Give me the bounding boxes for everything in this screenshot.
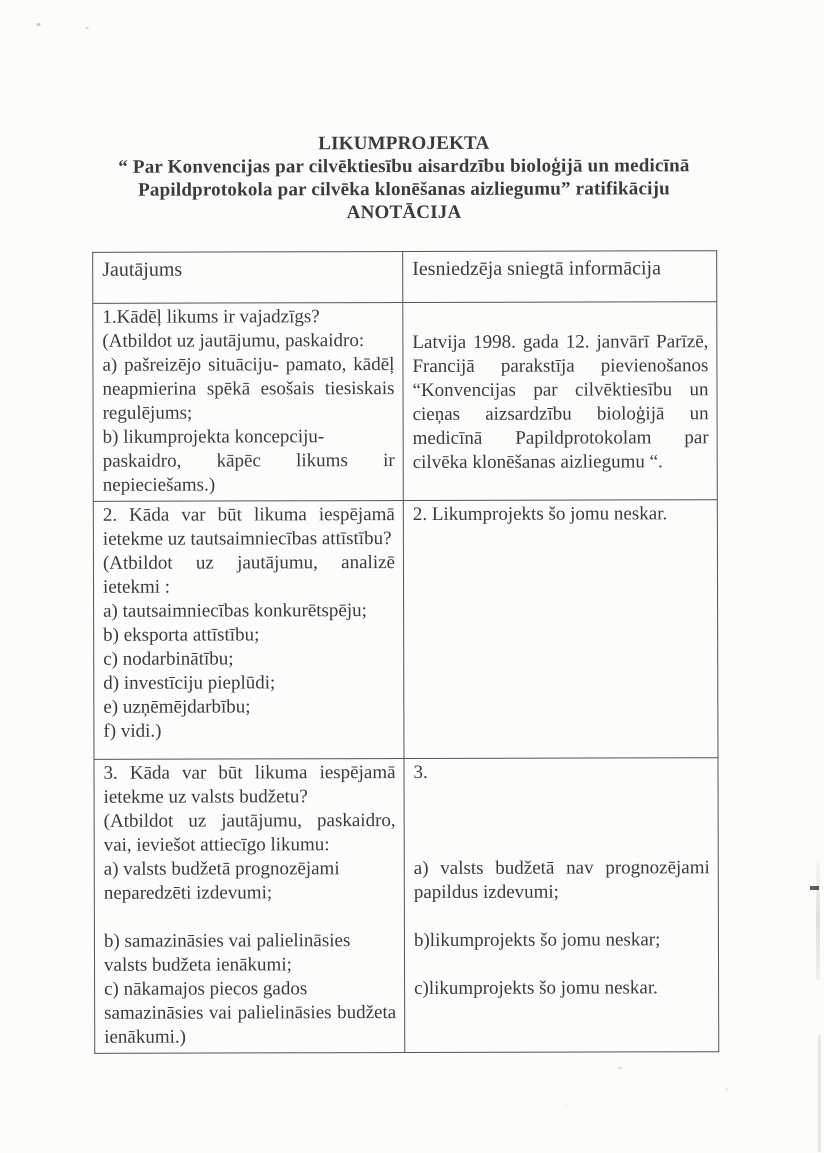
question-paragraph: b) likumprojekta koncepciju- bbox=[102, 426, 325, 448]
answer-cell-2 bbox=[403, 500, 718, 759]
table-header-row bbox=[93, 251, 717, 304]
answer-paragraph: b)likumprojekts šo jomu neskar; bbox=[413, 929, 661, 951]
question-list-item: f) vidi.) bbox=[103, 720, 162, 742]
question-paragraph: c) nākamajos piecos gados bbox=[104, 978, 308, 1000]
question-paragraph: paskaidro, kāpēc likums ir nepieciešams.) bbox=[102, 450, 395, 496]
answer-paragraph: 3. bbox=[413, 761, 428, 783]
question-paragraph: (Atbildot uz jautājumu, paskaidro: bbox=[102, 330, 365, 352]
annotation-table bbox=[92, 250, 719, 1054]
scan-edge-smudge bbox=[816, 860, 820, 980]
scan-edge-strip bbox=[818, 1035, 821, 1152]
question-cell-2 bbox=[93, 501, 404, 760]
title-line-4: ANOTĀCIJA bbox=[346, 201, 462, 224]
scan-speck bbox=[725, 1088, 728, 1091]
question-list-item: c) nodarbinātību; bbox=[103, 648, 234, 670]
question-list-item: b) eksporta attīstību; bbox=[103, 624, 260, 646]
question-cell-1 bbox=[93, 303, 404, 502]
scan-speck bbox=[86, 27, 89, 29]
header-question: Jautājums bbox=[93, 252, 403, 304]
question-paragraph: a) pašreizējo situāciju- pamato, kādēļ neapmierina spēkā esošais tiesiskais regulējums; bbox=[102, 354, 395, 424]
document-title bbox=[69, 131, 739, 225]
answer-paragraph: 2. Likumprojekts šo jomu neskar. bbox=[412, 503, 668, 525]
scan-speck bbox=[37, 23, 41, 26]
question-cell-3 bbox=[94, 759, 405, 1054]
table-row bbox=[94, 758, 719, 1054]
question-paragraph: a) valsts budžetā prognozējami neparedzēti izdevumi; bbox=[103, 858, 340, 904]
question-paragraph: b) samazināsies vai palielināsies valsts budžeta ienākumi; bbox=[103, 930, 351, 976]
scan-edge-mark bbox=[810, 886, 819, 890]
answer-paragraph: Latvija 1998. gada 12. janvārī Parīzē, Francijā parakstīja pievienošanos “Konvencijas par cilvēktiesību un cieņas aizsardzību bioloģijā un medicīnā Papildprotokolam par cilvēka klonēšanas aizliegumu “. bbox=[412, 331, 709, 473]
answer-paragraph: c)likumprojekts šo jomu neskar. bbox=[414, 977, 658, 999]
header-info: Iesniedzēja sniegtā informācija bbox=[403, 251, 717, 303]
question-list-item: e) uzņēmējdarbību; bbox=[103, 696, 251, 718]
answer-paragraph: a) valsts budžetā nav prognozējami papildus izdevumi; bbox=[413, 857, 710, 903]
scan-speck bbox=[617, 1066, 622, 1069]
question-paragraph: (Atbildot uz jautājumu, paskaidro, vai, ieviešot attiecīgo likumu: bbox=[103, 810, 396, 856]
answer-cell-3 bbox=[404, 758, 719, 1053]
title-line-1: LIKUMPROJEKTA bbox=[318, 132, 490, 155]
table-row bbox=[93, 302, 718, 502]
question-paragraph: (Atbildot uz jautājumu, analizē ietekmi : bbox=[102, 552, 395, 598]
question-paragraph: samazināsies vai palielināsies budžeta ienākumi.) bbox=[104, 1002, 397, 1048]
question-paragraph: 2. Kāda var būt likuma iespējamā ietekme uz tautsaimniecības attīstību? bbox=[102, 504, 395, 550]
scan-speck bbox=[564, 1105, 567, 1107]
table-row bbox=[93, 500, 718, 760]
answer-cell-1 bbox=[403, 302, 718, 501]
question-list-item: d) investīciju pieplūdi; bbox=[103, 672, 276, 694]
question-list-item: a) tautsaimniecības konkurētspēju; bbox=[103, 600, 367, 622]
title-line-2: “ Par Konvencijas par cilvēktiesību aisardzību bioloģijā un medicīnā bbox=[118, 155, 690, 178]
title-line-3: Papildprotokola par cilvēka klonēšanas aizliegumu” ratifikāciju bbox=[138, 178, 670, 201]
question-paragraph: 1.Kādēļ likums ir vajadzīgs? bbox=[102, 306, 320, 328]
question-paragraph: 3. Kāda var būt likuma iespējamā ietekme uz valsts budžetu? bbox=[103, 762, 396, 808]
